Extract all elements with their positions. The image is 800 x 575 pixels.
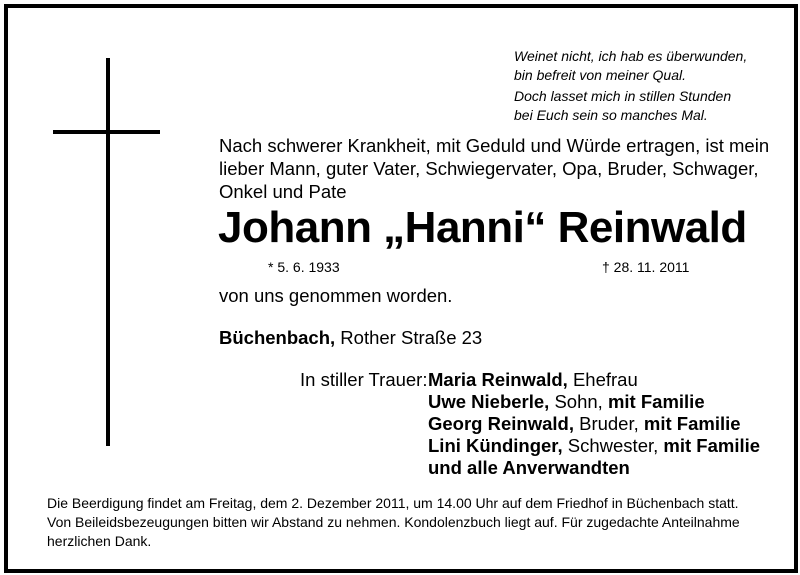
mourners-list [428, 369, 760, 479]
mourner-row [428, 435, 760, 457]
mourning-label: In stiller Trauer: [300, 369, 428, 390]
poem-line: bin befreit von meiner Qual. [514, 67, 686, 83]
cross-vertical-bar [106, 58, 110, 446]
mourner-relation: Ehefrau [567, 369, 638, 390]
taken-text: von uns genommen worden. [219, 285, 453, 306]
mourner-name: Uwe Nieberle, [428, 391, 550, 412]
poem [514, 47, 774, 125]
intro-line: Onkel und Pate [219, 181, 347, 202]
mourner-name: und alle Anverwandten [428, 457, 630, 478]
mourner-name: Georg Reinwald, [428, 413, 574, 434]
footer-line: Von Beileidsbezeugungen bitten wir Abstand zu nehmen. Kondolenzbuch liegt auf. Für zugedachte Anteilnahme [47, 514, 740, 530]
mourner-name: Lini Kündinger, [428, 435, 563, 456]
deceased-name: Johann „Hanni“ Reinwald [218, 203, 747, 252]
mourner-row [428, 391, 760, 413]
footer-line: Die Beerdigung findet am Freitag, dem 2. Dezember 2011, um 14.00 Uhr auf dem Friedhof in Büchenbach statt. [47, 495, 739, 511]
intro-line: lieber Mann, guter Vater, Schwiegervater, Opa, Bruder, Schwager, [219, 158, 759, 179]
birth-date: * 5. 6. 1933 [268, 259, 340, 275]
mourner-relation: Bruder, [573, 413, 639, 434]
mourner-row [428, 369, 760, 391]
address-town: Büchenbach, [219, 327, 336, 348]
funeral-notice [47, 494, 767, 551]
mourner-family: mit Familie [602, 391, 705, 412]
mourner-family: mit Familie [638, 413, 741, 434]
poem-line: bei Euch sein so manches Mal. [514, 107, 708, 123]
poem-line: Weinet nicht, ich hab es überwunden, [514, 48, 748, 64]
mourner-family: mit Familie [658, 435, 761, 456]
footer-line: herzlichen Dank. [47, 533, 152, 549]
address-street: Rother Straße 23 [335, 327, 483, 348]
address [219, 326, 482, 349]
poem-line: Doch lasset mich in stillen Stunden [514, 88, 732, 104]
mourner-row [428, 413, 760, 435]
mourner-relation: Schwester, [562, 435, 659, 456]
mourner-row [428, 457, 760, 479]
intro-text [219, 134, 770, 203]
mourner-relation: Sohn, [549, 391, 603, 412]
cross-horizontal-bar [53, 130, 160, 134]
mourner-name: Maria Reinwald, [428, 369, 568, 390]
intro-line: Nach schwerer Krankheit, mit Geduld und Würde ertragen, ist mein [219, 135, 770, 156]
death-date: † 28. 11. 2011 [602, 259, 690, 275]
